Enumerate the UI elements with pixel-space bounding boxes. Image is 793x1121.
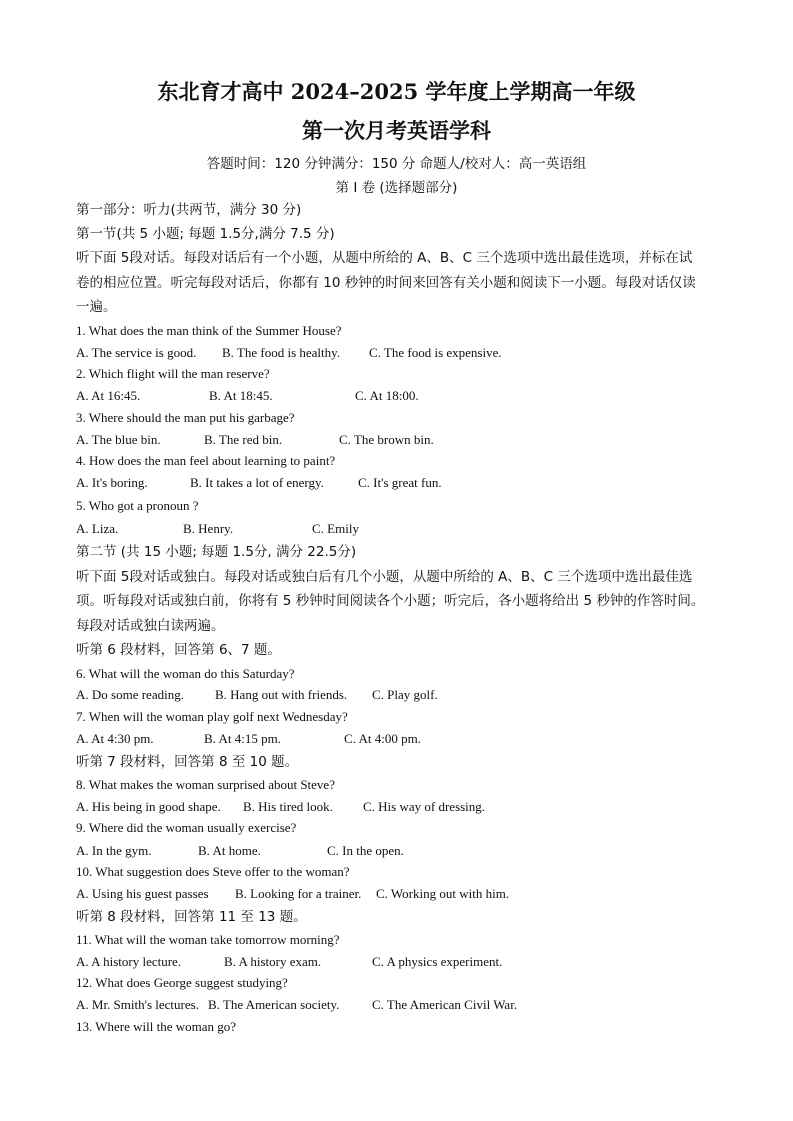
section1-instruction-line: 一遍。 <box>76 299 117 315</box>
question-text: 4. How does the man feel about learning to paint? <box>76 453 336 468</box>
option-c: C. At 4:00 pm. <box>344 731 421 746</box>
option-a: A. His being in good shape. <box>76 799 221 814</box>
option-b: B. A history exam. <box>224 954 322 969</box>
option-a: A. It's boring. <box>76 475 148 490</box>
part1-heading: 第一部分：听力(共两节，满分 30 分) <box>76 202 302 218</box>
option-c: C. Working out with him. <box>376 886 510 901</box>
option-a: A. Do some reading. <box>76 687 184 702</box>
question-text: 2. Which flight will the man reserve? <box>76 366 270 381</box>
section1-instruction-line: 听下面 5段对话。每段对话后有一个小题，从题中所给的 A、B、C 三个选项中选出最佳选项，并标在试 <box>76 250 693 266</box>
section2-heading: 第二节 (共 15 小题; 每题 1.5分, 满分 22.5分) <box>76 544 357 560</box>
option-b: B. Looking for a trainer. <box>235 886 362 901</box>
question-text: 8. What makes the woman surprised about Steve? <box>76 777 335 792</box>
option-b: B. It takes a lot of energy. <box>190 475 324 490</box>
option-b: B. At 4:15 pm. <box>204 731 281 746</box>
option-a: A. At 16:45. <box>76 388 141 403</box>
option-b: B. Hang out with friends. <box>215 687 348 702</box>
option-a: A. A history lecture. <box>76 954 182 969</box>
question-text: 7. When will the woman play golf next Wednesday? <box>76 709 348 724</box>
question-text: 12. What does George suggest studying? <box>76 975 288 990</box>
exam-title: 东北育才高中 2024–2025 学年度上学期高一年级 <box>157 79 636 104</box>
section2-instruction-line: 听下面 5段对话或独白。每段对话或独白后有几个小题，从题中所给的 A、B、C 三个选项中选出最佳选 <box>76 569 693 585</box>
question-text: 3. Where should the man put his garbage? <box>76 410 295 425</box>
question-text: 9. Where did the woman usually exercise? <box>76 820 297 835</box>
question-text: 5. Who got a pronoun ? <box>76 498 199 513</box>
option-b: B. His tired look. <box>243 799 333 814</box>
option-c: C. His way of dressing. <box>363 799 486 814</box>
section2-instruction-line: 项。听每段对话或独白前，你将有 5 秒钟时间阅读各个小题；听完后，各小题将给出 5 秒钟的作答时间。 <box>76 593 705 609</box>
option-a: A. In the gym. <box>76 843 152 858</box>
option-c: C. Play golf. <box>372 687 438 702</box>
option-c: C. Emily <box>312 521 359 536</box>
option-b: B. At 18:45. <box>209 388 273 403</box>
question-text: 1. What does the man think of the Summer House? <box>76 323 342 338</box>
option-c: C. At 18:00. <box>355 388 419 403</box>
material-label: 听第 8 段材料，回答第 11 至 13 题。 <box>76 909 307 925</box>
option-a: A. At 4:30 pm. <box>76 731 154 746</box>
question-text: 11. What will the woman take tomorrow morning? <box>76 932 340 947</box>
option-b: B. At home. <box>198 843 261 858</box>
exam-subtitle: 第一次月考英语学科 <box>302 118 491 143</box>
section1-heading: 第一节(共 5 小题; 每题 1.5分,满分 7.5 分) <box>76 226 335 242</box>
volume-label: 第 I 卷 (选择题部分) <box>335 180 458 196</box>
material-label: 听第 7 段材料，回答第 8 至 10 题。 <box>76 754 299 770</box>
option-b: B. The American society. <box>208 997 340 1012</box>
option-a: A. Using his guest passes <box>76 886 209 901</box>
question-text: 10. What suggestion does Steve offer to the woman? <box>76 864 350 879</box>
option-c: C. The brown bin. <box>339 432 434 447</box>
section2-instruction-line: 每段对话或独白读两遍。 <box>76 618 225 634</box>
option-b: B. The food is healthy. <box>222 345 341 360</box>
section1-instruction-line: 卷的相应位置。听完每段对话后，你都有 10 秒钟的时间来回答有关小题和阅读下一小题。每段对话仅读 <box>76 275 696 291</box>
option-a: A. The blue bin. <box>76 432 161 447</box>
option-c: C. In the open. <box>327 843 404 858</box>
option-c: C. A physics experiment. <box>372 954 503 969</box>
option-c: C. The American Civil War. <box>372 997 518 1012</box>
option-c: C. It's great fun. <box>358 475 442 490</box>
exam-info: 答题时间：120 分钟满分：150 分 命题人/校对人：高一英语组 <box>206 156 587 172</box>
option-c: C. The food is expensive. <box>369 345 502 360</box>
option-a: A. The service is good. <box>76 345 197 360</box>
option-b: B. The red bin. <box>204 432 283 447</box>
option-b: B. Henry. <box>183 521 234 536</box>
option-a: A. Liza. <box>76 521 119 536</box>
question-text: 13. Where will the woman go? <box>76 1019 237 1034</box>
material-label: 听第 6 段材料，回答第 6、7 题。 <box>76 642 281 658</box>
option-a: A. Mr. Smith's lectures. <box>76 997 199 1012</box>
question-text: 6. What will the woman do this Saturday? <box>76 666 295 681</box>
